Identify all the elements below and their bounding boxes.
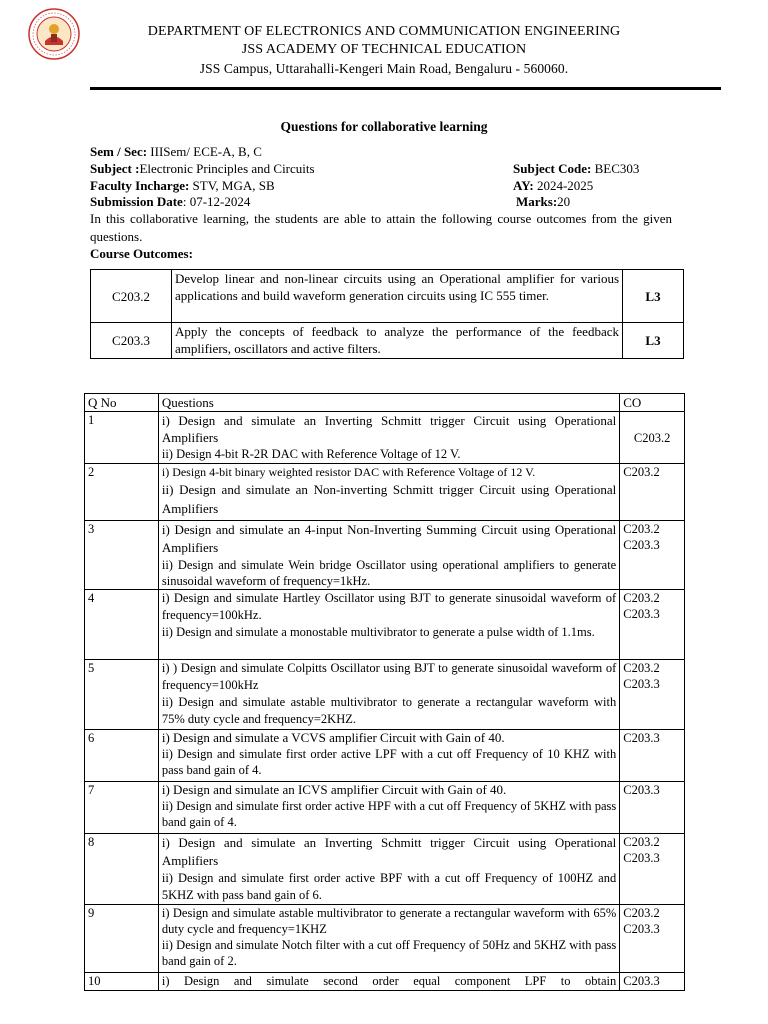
sem-value: IIISem/ ECE-A, B, C bbox=[147, 144, 262, 159]
submission-label: Submission Date bbox=[90, 194, 183, 209]
table-row bbox=[91, 323, 684, 359]
question-co bbox=[620, 464, 685, 521]
question-part: ii) Design and simulate first order active HPF with a cut off Frequency of 5KHZ with pass band gain of 4. bbox=[161, 799, 617, 829]
co-value: C203.3 bbox=[623, 922, 660, 936]
sem-sec-line bbox=[90, 143, 262, 160]
table-row bbox=[85, 973, 685, 991]
co-value: C203.3 bbox=[623, 607, 660, 621]
question-part: i) ) Design and simulate Colpitts Oscillator using BJT to generate sinusoidal waveform of frequency=100kHz bbox=[161, 661, 617, 692]
table-row bbox=[85, 590, 685, 660]
co-value: C203.2 bbox=[623, 835, 660, 849]
table-row bbox=[85, 905, 685, 973]
question-part: ii) Design and simulate a monostable multivibrator to generate a pulse width of 1.1ms. bbox=[161, 625, 595, 639]
question-part: i) Design and simulate a VCVS amplifier Circuit with Gain of 40. bbox=[161, 730, 505, 745]
question-part: ii) Design 4-bit R-2R DAC with Reference Voltage of 12 V. bbox=[161, 447, 461, 461]
question-part: i) Design 4-bit binary weighted resistor DAC with Reference Voltage of 12 V. bbox=[161, 465, 536, 479]
co-value: C203.2 bbox=[623, 591, 660, 605]
co-value: C203.2 bbox=[623, 465, 660, 479]
institution-name: JSS ACADEMY OF TECHNICAL EDUCATION bbox=[241, 42, 527, 57]
header-qno: Q No bbox=[85, 394, 159, 412]
question-number: 7 bbox=[85, 782, 159, 834]
co-value: C203.2 bbox=[623, 906, 660, 920]
submission-line bbox=[90, 193, 250, 210]
question-part: i) Design and simulate astable multivibrator to generate a rectangular waveform with 65% duty cycle and frequency=1KHZ bbox=[161, 906, 617, 936]
faculty-line bbox=[90, 177, 275, 194]
question-text bbox=[158, 782, 619, 834]
question-co bbox=[620, 521, 685, 590]
question-co bbox=[620, 782, 685, 834]
table-row bbox=[91, 270, 684, 323]
subject-value: Electronic Principles and Circuits bbox=[139, 161, 315, 176]
question-co bbox=[620, 730, 685, 782]
marks-value: 20 bbox=[557, 194, 571, 209]
co-level: L3 bbox=[623, 270, 684, 323]
question-part: ii) Design and simulate an Non-inverting Schmitt trigger Circuit using Operational Amplifiers bbox=[161, 482, 617, 516]
co-value: C203.3 bbox=[623, 783, 660, 797]
question-part: ii) Design and simulate astable multivibrator to generate a rectangular waveform with 75% duty cycle and frequency=2KHZ. bbox=[161, 695, 617, 726]
question-part: i) Design and simulate second order equal component LPF to obtain bbox=[161, 974, 617, 988]
marks-line bbox=[516, 193, 570, 210]
question-text bbox=[158, 590, 619, 660]
subject-label: Subject : bbox=[90, 161, 140, 176]
ay-value: 2024-2025 bbox=[533, 178, 594, 193]
co-value: C203.2 bbox=[623, 661, 660, 675]
question-number: 2 bbox=[85, 464, 159, 521]
question-number: 6 bbox=[85, 730, 159, 782]
course-outcomes-table bbox=[90, 269, 684, 359]
question-part: ii) Design and simulate first order active BPF with a cut off Frequency of 100HZ and 5KHZ with pass band gain of 6. bbox=[161, 871, 617, 902]
question-co bbox=[620, 660, 685, 730]
letterhead bbox=[0, 0, 768, 90]
faculty-value: STV, MGA, SB bbox=[189, 178, 275, 193]
sem-label: Sem / Sec: bbox=[90, 144, 148, 159]
question-text bbox=[158, 730, 619, 782]
question-text bbox=[158, 834, 619, 905]
table-row bbox=[85, 412, 685, 464]
question-part: i) Design and simulate an ICVS amplifier Circuit with Gain of 40. bbox=[161, 782, 507, 797]
table-row bbox=[85, 834, 685, 905]
question-text bbox=[158, 464, 619, 521]
intro-paragraph: In this collaborative learning, the students are able to attain the following course outcomes from the given questions. bbox=[90, 211, 672, 244]
question-part: i) Design and simulate an Inverting Schmitt trigger Circuit using Operational Amplifiers bbox=[161, 413, 617, 445]
question-text bbox=[158, 905, 619, 973]
question-text bbox=[158, 660, 619, 730]
co-value: C203.3 bbox=[623, 677, 660, 691]
question-number: 5 bbox=[85, 660, 159, 730]
department-name: DEPARTMENT OF ELECTRONICS AND COMMUNICATION ENGINEERING bbox=[147, 24, 621, 39]
table-header-row bbox=[85, 394, 685, 412]
institution-address: JSS Campus, Uttarahalli-Kengeri Main Road, Bengaluru - 560060. bbox=[199, 61, 569, 76]
co-value: C203.3 bbox=[623, 538, 660, 552]
co-code: C203.2 bbox=[91, 270, 172, 323]
question-number: 9 bbox=[85, 905, 159, 973]
question-number: 4 bbox=[85, 590, 159, 660]
faculty-label: Faculty Incharge: bbox=[90, 178, 190, 193]
question-number: 1 bbox=[85, 412, 159, 464]
question-part: ii) Design and simulate Notch filter with a cut off Frequency of 50Hz and 5KHZ with pass band gain of 2. bbox=[161, 938, 617, 968]
co-level: L3 bbox=[623, 323, 684, 359]
question-text bbox=[158, 521, 619, 590]
subject-line bbox=[90, 160, 315, 177]
co-code: C203.3 bbox=[91, 323, 172, 359]
subject-code-label: Subject Code: bbox=[513, 161, 592, 176]
document-title: Questions for collaborative learning bbox=[280, 119, 488, 134]
co-value: C203.2 bbox=[623, 522, 660, 536]
submission-value: : 07-12-2024 bbox=[182, 194, 251, 209]
subject-code-line bbox=[513, 160, 639, 177]
question-part: ii) Design and simulate first order active LPF with a cut off Frequency of 10 KHZ with pass band gain of 4. bbox=[161, 747, 617, 777]
question-co bbox=[620, 412, 685, 464]
table-row bbox=[85, 730, 685, 782]
question-co bbox=[620, 973, 685, 991]
course-outcomes-heading: Course Outcomes: bbox=[90, 246, 193, 261]
question-part: i) Design and simulate Hartley Oscillator using BJT to generate sinusoidal waveform of frequency=100kHz. bbox=[161, 591, 617, 622]
question-part: ii) Design and simulate Wein bridge Oscillator using operational amplifiers to generate sinusoidal waveform of frequency=1kHz. bbox=[161, 558, 617, 588]
header-co: CO bbox=[620, 394, 685, 412]
co-value: C203.3 bbox=[623, 731, 660, 745]
question-text bbox=[158, 973, 619, 991]
co-description: Develop linear and non-linear circuits using an Operational amplifier for various applications and build waveform generation circuits using IC 555 timer. bbox=[172, 270, 623, 323]
table-row bbox=[85, 464, 685, 521]
table-row bbox=[85, 660, 685, 730]
question-number: 8 bbox=[85, 834, 159, 905]
co-description: Apply the concepts of feedback to analyze the performance of the feedback amplifiers, oscillators and active filters. bbox=[172, 323, 623, 359]
question-part: i) Design and simulate an Inverting Schmitt trigger Circuit using Operational Amplifiers bbox=[161, 835, 617, 868]
question-number: 3 bbox=[85, 521, 159, 590]
co-value: C203.3 bbox=[623, 851, 660, 865]
questions-table bbox=[84, 393, 685, 991]
ay-label: AY: bbox=[513, 178, 534, 193]
table-row bbox=[85, 521, 685, 590]
question-co bbox=[620, 590, 685, 660]
co-value: C203.3 bbox=[623, 974, 660, 988]
question-text bbox=[158, 412, 619, 464]
marks-label: Marks: bbox=[516, 194, 558, 209]
question-part: i) Design and simulate an 4-input Non-Inverting Summing Circuit using Operational Amplifiers bbox=[161, 522, 617, 555]
question-co bbox=[620, 834, 685, 905]
subject-code-value: BEC303 bbox=[591, 161, 640, 176]
ay-line bbox=[513, 177, 593, 194]
co-value: C203.2 bbox=[633, 430, 671, 445]
header-divider bbox=[90, 87, 721, 90]
header-questions: Questions bbox=[158, 394, 619, 412]
question-number: 10 bbox=[85, 973, 159, 991]
question-co bbox=[620, 905, 685, 973]
table-row bbox=[85, 782, 685, 834]
